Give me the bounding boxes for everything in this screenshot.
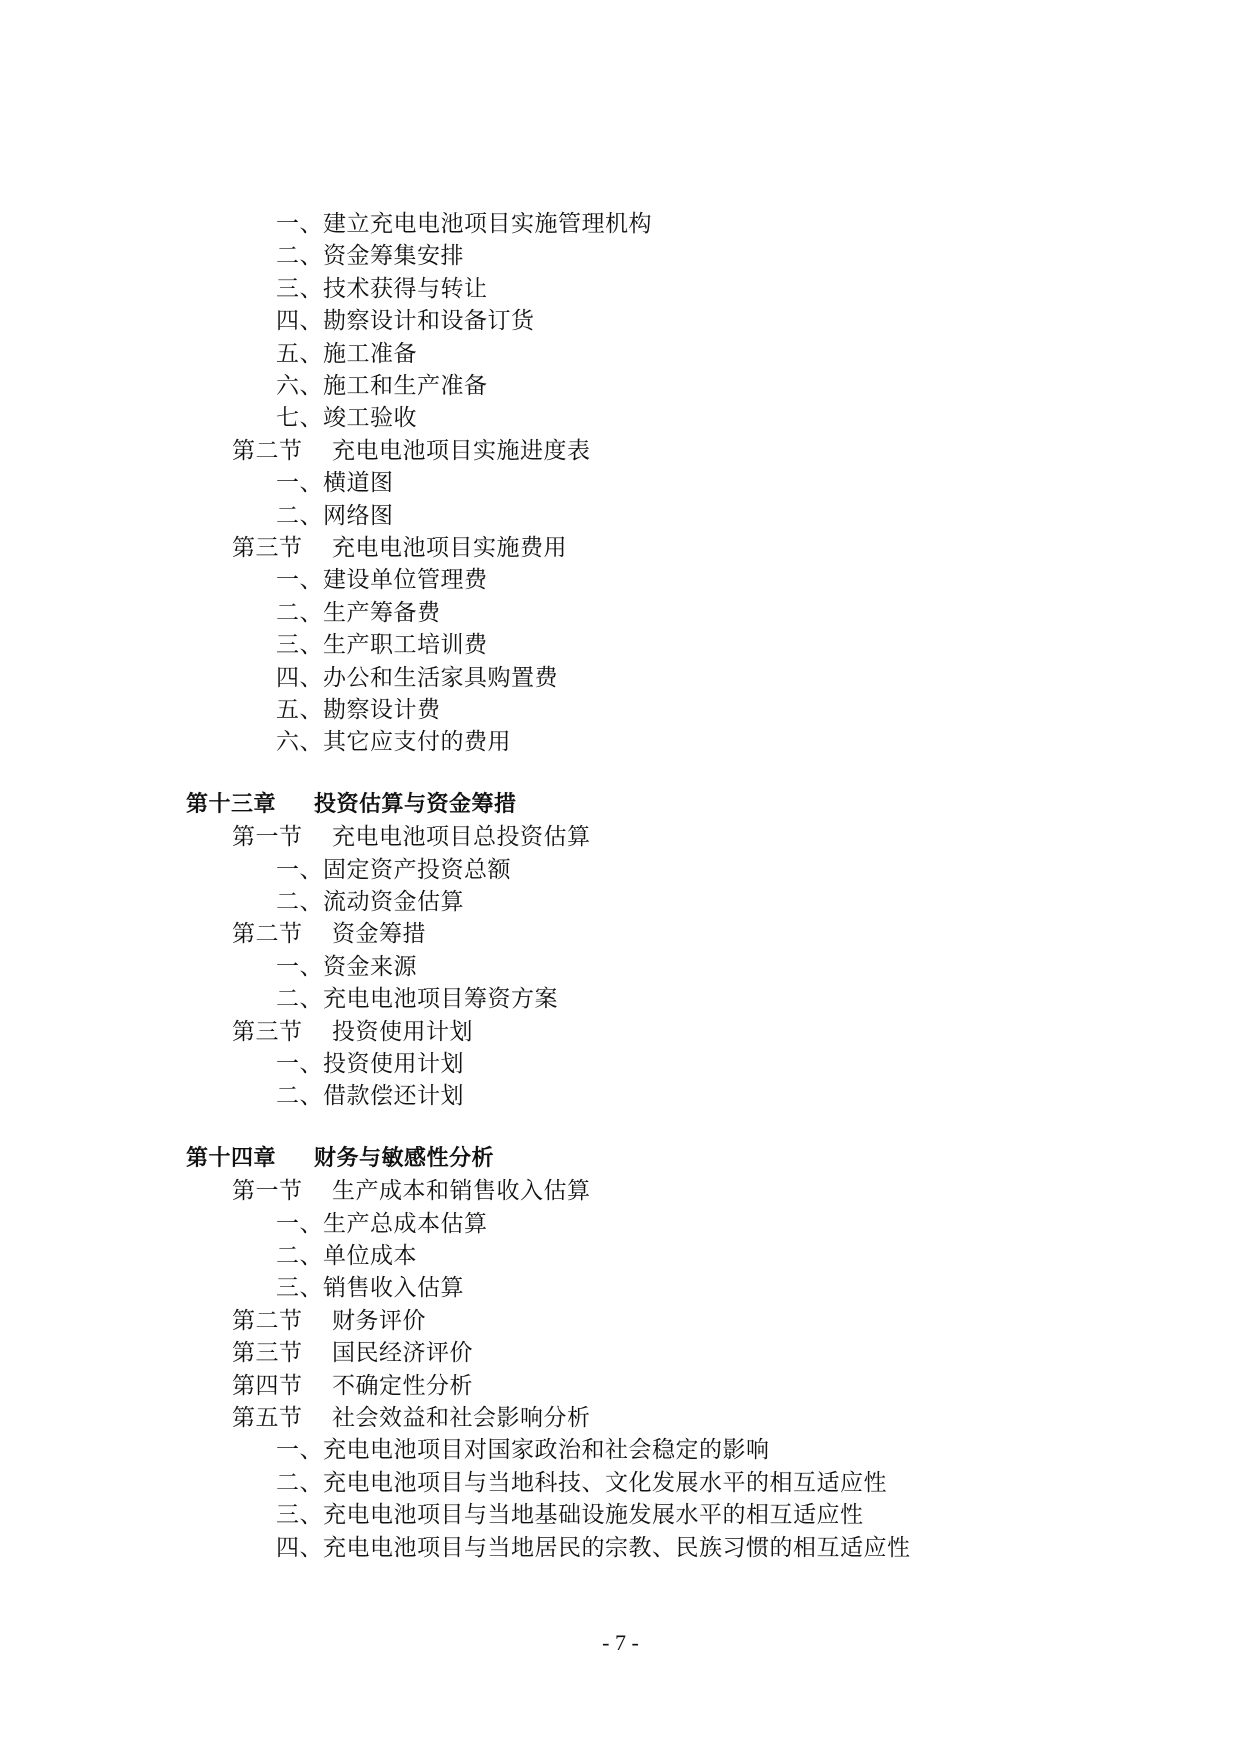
toc-section bbox=[232, 1402, 591, 1434]
toc-section-title: 充电电池项目实施费用 bbox=[332, 535, 567, 561]
toc-item-title: 二、资金筹集安排 bbox=[276, 243, 464, 270]
toc-section bbox=[232, 1337, 473, 1369]
toc-section-number: 第一节 bbox=[232, 1178, 303, 1205]
toc-item-title: 二、网络图 bbox=[276, 502, 394, 529]
toc-section-number: 第一节 bbox=[232, 824, 303, 851]
toc-item bbox=[276, 597, 441, 629]
toc-section-number: 第三节 bbox=[232, 1018, 303, 1045]
toc-item bbox=[276, 1048, 464, 1080]
toc-item bbox=[276, 886, 464, 918]
toc-chapter bbox=[186, 1143, 494, 1175]
toc-item bbox=[276, 1467, 887, 1499]
toc-section bbox=[232, 532, 567, 564]
toc-item bbox=[276, 1499, 864, 1531]
toc-item bbox=[276, 273, 488, 305]
toc-section bbox=[232, 918, 426, 950]
toc-section-title: 社会效益和社会影响分析 bbox=[332, 1405, 591, 1431]
toc-item-title: 一、生产总成本估算 bbox=[276, 1210, 488, 1237]
toc-item-title: 六、其它应支付的费用 bbox=[276, 729, 511, 756]
toc-section bbox=[232, 1175, 591, 1207]
toc-section-title: 资金筹措 bbox=[332, 921, 426, 948]
toc-item-title: 五、勘察设计费 bbox=[276, 697, 441, 723]
toc-item bbox=[276, 402, 417, 434]
toc-item bbox=[276, 370, 488, 402]
toc-chapter-number: 第十三章 bbox=[186, 791, 277, 817]
toc-chapter bbox=[186, 789, 517, 821]
toc-section-number: 第三节 bbox=[232, 535, 303, 561]
toc-item bbox=[276, 662, 558, 694]
toc-item bbox=[276, 500, 394, 532]
toc-item bbox=[276, 629, 488, 661]
toc-section bbox=[232, 1305, 426, 1337]
toc-item-title: 一、投资使用计划 bbox=[276, 1051, 464, 1077]
toc-section bbox=[232, 1370, 473, 1402]
toc-section bbox=[232, 1016, 473, 1048]
toc-item-title: 三、生产职工培训费 bbox=[276, 632, 488, 659]
toc-section-number: 第三节 bbox=[232, 1340, 303, 1367]
toc-item bbox=[276, 305, 535, 337]
page-number: - 7 - bbox=[602, 1630, 639, 1655]
toc-item bbox=[276, 1208, 488, 1240]
toc-section-number: 第二节 bbox=[232, 1307, 303, 1334]
toc-item-title: 六、施工和生产准备 bbox=[276, 373, 488, 399]
toc-section-title: 充电电池项目总投资估算 bbox=[332, 824, 591, 851]
toc-section-title: 财务评价 bbox=[332, 1307, 426, 1334]
toc-item-title: 三、充电电池项目与当地基础设施发展水平的相互适应性 bbox=[276, 1502, 864, 1529]
toc-item bbox=[276, 1532, 911, 1564]
toc-item bbox=[276, 240, 464, 272]
toc-item-title: 二、单位成本 bbox=[276, 1243, 417, 1269]
toc-item-title: 一、建设单位管理费 bbox=[276, 567, 488, 594]
toc-item bbox=[276, 694, 441, 726]
toc-section-title: 生产成本和销售收入估算 bbox=[332, 1178, 591, 1205]
toc-section-number: 第二节 bbox=[232, 921, 303, 948]
toc-item-title: 四、勘察设计和设备订货 bbox=[276, 308, 535, 335]
toc-item bbox=[276, 726, 511, 758]
toc-item-title: 二、生产筹备费 bbox=[276, 599, 441, 626]
toc-item-title: 二、充电电池项目与当地科技、文化发展水平的相互适应性 bbox=[276, 1469, 887, 1496]
toc-section-title: 不确定性分析 bbox=[332, 1372, 473, 1399]
toc-chapter-number: 第十四章 bbox=[186, 1145, 277, 1171]
toc-section-number: 第四节 bbox=[232, 1372, 303, 1399]
toc-item bbox=[276, 854, 511, 886]
toc-item bbox=[276, 951, 417, 983]
toc-item-title: 二、流动资金估算 bbox=[276, 889, 464, 915]
toc-item bbox=[276, 1240, 417, 1272]
toc-item bbox=[276, 1434, 770, 1466]
toc-item-title: 三、技术获得与转让 bbox=[276, 275, 488, 302]
toc-section-number: 第五节 bbox=[232, 1405, 303, 1431]
toc-chapter-title: 投资估算与资金筹措 bbox=[314, 791, 517, 817]
toc-item bbox=[276, 467, 394, 499]
toc-item bbox=[276, 564, 488, 596]
toc-section-number: 第二节 bbox=[232, 437, 303, 464]
toc-item bbox=[276, 338, 417, 370]
toc-section-title: 充电电池项目实施进度表 bbox=[332, 437, 591, 464]
toc-item-title: 二、借款偿还计划 bbox=[276, 1083, 464, 1110]
toc-item-title: 三、销售收入估算 bbox=[276, 1275, 464, 1302]
toc-item-title: 二、充电电池项目筹资方案 bbox=[276, 986, 558, 1013]
toc-item-title: 一、建立充电电池项目实施管理机构 bbox=[276, 211, 652, 237]
toc-item bbox=[276, 983, 558, 1015]
toc-item-title: 七、竣工验收 bbox=[276, 405, 417, 432]
toc-section bbox=[232, 435, 591, 467]
toc-item-title: 一、资金来源 bbox=[276, 953, 417, 980]
toc-item-title: 四、办公和生活家具购置费 bbox=[276, 664, 558, 691]
toc-section-title: 国民经济评价 bbox=[332, 1340, 473, 1367]
toc-item-title: 四、充电电池项目与当地居民的宗教、民族习惯的相互适应性 bbox=[276, 1534, 911, 1561]
toc-item-title: 一、固定资产投资总额 bbox=[276, 856, 511, 883]
toc-item bbox=[276, 208, 652, 240]
toc-item-title: 一、充电电池项目对国家政治和社会稳定的影响 bbox=[276, 1437, 770, 1464]
toc-item bbox=[276, 1272, 464, 1304]
toc-item-title: 五、施工准备 bbox=[276, 340, 417, 367]
toc-item bbox=[276, 1080, 464, 1112]
toc-chapter-title: 财务与敏感性分析 bbox=[314, 1145, 495, 1171]
toc-section-title: 投资使用计划 bbox=[332, 1018, 473, 1045]
toc-item-title: 一、横道图 bbox=[276, 470, 394, 497]
toc-section bbox=[232, 821, 591, 853]
